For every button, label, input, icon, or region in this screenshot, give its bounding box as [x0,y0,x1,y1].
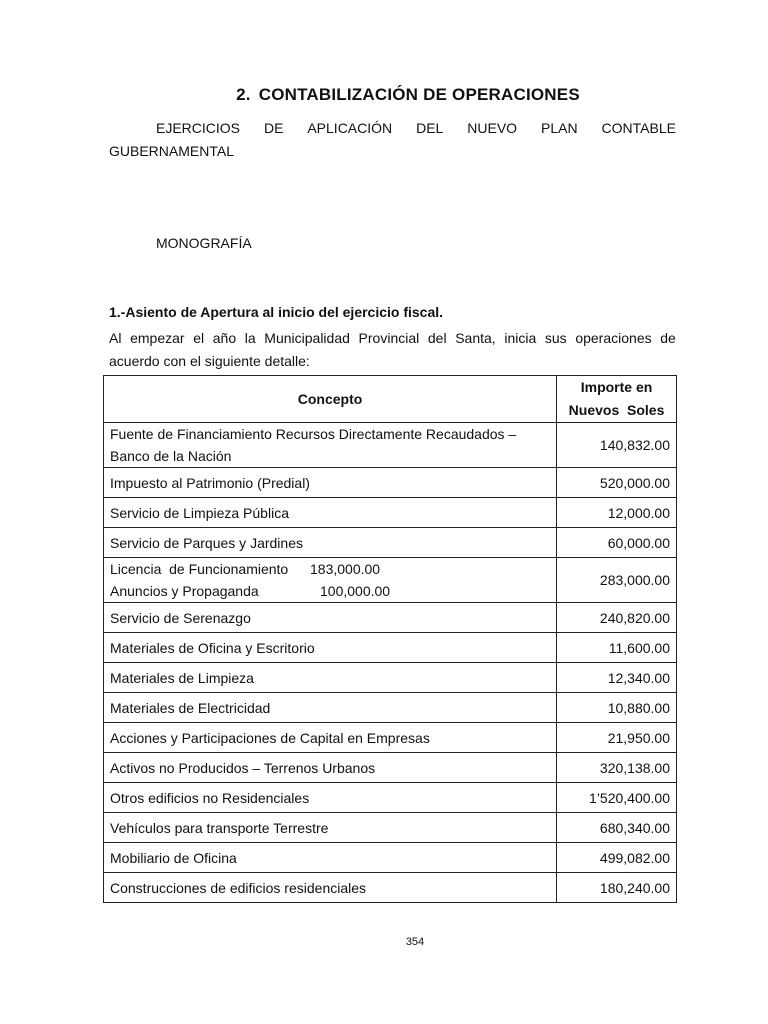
table-header-row [104,376,677,423]
amount-cell: 283,000.00 [557,558,677,603]
paragraph-word: operaciones [575,330,652,346]
concept-cell: Activos no Producidos – Terrenos Urbanos [104,753,557,783]
table-row [104,693,677,723]
amount-cell: 680,340.00 [557,813,677,843]
paragraph-word: empezar [130,330,185,346]
concept-cell [104,423,557,468]
concept-cell: Vehículos para transporte Terrestre [104,813,557,843]
paragraph-word: Provincial [358,330,420,346]
amount-cell: 12,000.00 [557,498,677,528]
subtitle-word: DE [263,120,284,136]
sub-item-value: 100,000.00 [320,583,391,599]
concept-cell: Materiales de Limpieza [104,663,557,693]
paragraph-word: de [660,330,676,346]
table-row [104,633,677,663]
section-title [0,85,768,105]
concept-cell [104,558,557,603]
opening-entry-table [103,375,677,903]
paragraph-word: Municipalidad [264,330,350,346]
paragraph-word: año [212,330,237,346]
table-row [104,468,677,498]
subtitle-line-2: GUBERNAMENTAL [109,143,234,159]
concept-cell: Servicio de Limpieza Pública [104,498,557,528]
paragraph-word: Santa, [455,330,496,346]
table-row [104,498,677,528]
section-number: 2. [236,85,251,104]
amount-cell: 21,950.00 [557,723,677,753]
paragraph-line-2: acuerdo con el siguiente detalle: [109,353,310,369]
paragraph-word: la [244,330,256,346]
concept-cell: Servicio de Serenazgo [104,603,557,633]
amount-cell: 520,000.00 [557,468,677,498]
table-row [104,753,677,783]
amount-cell: 11,600.00 [557,633,677,663]
concept-cell: Materiales de Oficina y Escritorio [104,633,557,663]
paragraph-word: inicia [504,330,537,346]
amount-cell: 1’520,400.00 [557,783,677,813]
page-number: 354 [405,936,425,948]
table-row [104,528,677,558]
subtitle-word: PLAN [541,120,578,136]
sub-item-label: Anuncios y Propaganda [110,583,259,599]
concept-cell: Impuesto al Patrimonio (Predial) [104,468,557,498]
amount-cell: 240,820.00 [557,603,677,633]
section-title-text: CONTABILIZACIÓN DE OPERACIONES [258,85,580,104]
table-row [104,558,677,603]
concept-cell: Materiales de Electricidad [104,693,557,723]
table-row [104,843,677,873]
paragraph-line-1 [109,327,676,350]
monografia-label: MONOGRAFÍA [156,235,252,251]
concept-line-1: Fuente de Financiamiento Recursos Directamente Recaudados – [110,426,517,442]
entry-heading: 1.-Asiento de Apertura al inicio del ejercicio fiscal. [109,304,444,320]
amount-cell: 320,138.00 [557,753,677,783]
concept-cell: Servicio de Parques y Jardines [104,528,557,558]
header-amount-line-2: Nuevos Soles [568,402,665,418]
subtitle-word: DEL [416,120,444,136]
subtitle-word: CONTABLE [601,120,676,136]
table-row [104,813,677,843]
paragraph-word: Al [109,330,122,346]
table-row [104,873,677,903]
sub-item-line [110,558,550,580]
table-row [104,423,677,468]
table-row [104,783,677,813]
subtitle-word: NUEVO [467,120,518,136]
header-concept: Concepto [104,376,557,423]
amount-cell: 140,832.00 [557,423,677,468]
paragraph-word: sus [544,330,567,346]
table-row [104,603,677,633]
concept-line-2: Banco de la Nación [110,448,232,464]
amount-cell: 499,082.00 [557,843,677,873]
subtitle-word: EJERCICIOS [156,120,241,136]
amount-cell: 10,880.00 [557,693,677,723]
header-amount-line-1: Importe en [580,379,653,395]
subtitle-word: APLICACIÓN [307,120,393,136]
paragraph-word: el [193,330,205,346]
concept-cell: Acciones y Participaciones de Capital en Empresas [104,723,557,753]
paragraph-word: del [427,330,447,346]
table-row [104,723,677,753]
sub-item-value: 183,000.00 [310,561,381,577]
sub-item-label: Licencia de Funcionamiento [110,561,289,577]
amount-cell: 12,340.00 [557,663,677,693]
header-amount [557,376,677,423]
concept-cell: Otros edificios no Residenciales [104,783,557,813]
concept-cell: Construcciones de edificios residenciales [104,873,557,903]
amount-cell: 60,000.00 [557,528,677,558]
table-row [104,663,677,693]
concept-cell: Mobiliario de Oficina [104,843,557,873]
amount-cell: 180,240.00 [557,873,677,903]
subtitle-line-1 [156,120,676,136]
sub-item-line [110,580,550,602]
intro-paragraph [109,327,676,373]
